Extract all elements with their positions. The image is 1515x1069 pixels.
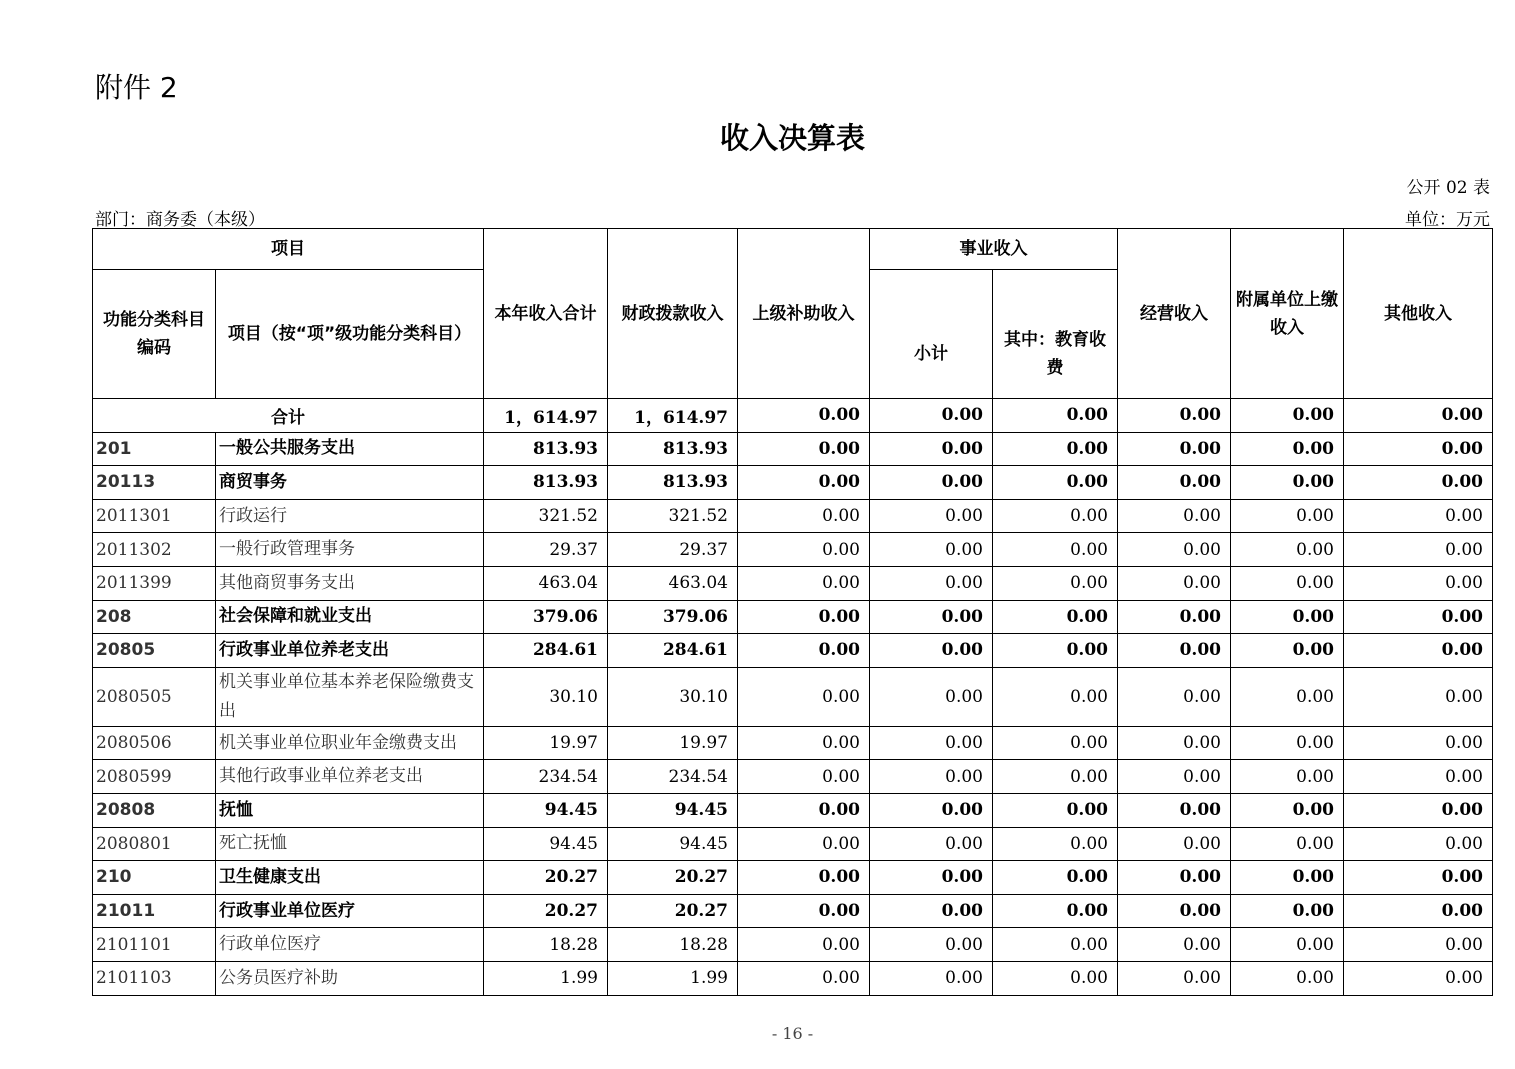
row-value: 0.00	[738, 466, 870, 500]
header-name: 项目（按“项”级功能分类科目）	[216, 270, 484, 399]
department-label: 部门：商务委（本级）	[95, 210, 265, 230]
row-value: 0.00	[738, 566, 870, 600]
row-value: 0.00	[1344, 760, 1493, 794]
row-value: 0.00	[738, 726, 870, 760]
total-cell: 0.00	[1231, 399, 1344, 433]
row-value: 813.93	[608, 432, 738, 466]
table-row	[93, 894, 1493, 928]
row-name: 行政单位医疗	[216, 928, 484, 962]
row-value: 0.00	[1344, 961, 1493, 995]
row-value: 0.00	[1118, 600, 1231, 634]
row-value: 0.00	[738, 499, 870, 533]
row-code: 2080801	[93, 827, 216, 861]
row-value: 0.00	[1118, 432, 1231, 466]
row-value: 0.00	[993, 827, 1118, 861]
row-value: 463.04	[608, 566, 738, 600]
row-value: 30.10	[608, 667, 738, 726]
header-code: 功能分类科目编码	[93, 270, 216, 399]
row-value: 0.00	[993, 533, 1118, 567]
table-row	[93, 432, 1493, 466]
row-value: 0.00	[1118, 793, 1231, 827]
row-name: 机关事业单位职业年金缴费支出	[216, 726, 484, 760]
row-value: 0.00	[870, 533, 993, 567]
row-value: 19.97	[484, 726, 608, 760]
row-value: 1.99	[608, 961, 738, 995]
row-value: 0.00	[870, 432, 993, 466]
row-value: 0.00	[738, 634, 870, 668]
table-row	[93, 760, 1493, 794]
row-value: 813.93	[608, 466, 738, 500]
row-value: 0.00	[1118, 928, 1231, 962]
table-row	[93, 961, 1493, 995]
row-code: 2080599	[93, 760, 216, 794]
row-value: 0.00	[1231, 566, 1344, 600]
total-cell: 0.00	[993, 399, 1118, 433]
row-value: 20.27	[608, 861, 738, 895]
row-value: 0.00	[1344, 861, 1493, 895]
row-value: 29.37	[608, 533, 738, 567]
total-cell: 0.00	[870, 399, 993, 433]
row-value: 0.00	[1118, 894, 1231, 928]
row-value: 0.00	[1118, 760, 1231, 794]
row-value: 0.00	[870, 861, 993, 895]
row-name: 死亡抚恤	[216, 827, 484, 861]
row-code: 2080505	[93, 667, 216, 726]
header-fiscal: 财政拨款收入	[608, 229, 738, 399]
row-value: 0.00	[1344, 928, 1493, 962]
row-value: 379.06	[484, 600, 608, 634]
row-value: 0.00	[870, 466, 993, 500]
total-cell: 0.00	[738, 399, 870, 433]
form-number: 公开 02 表	[1406, 178, 1490, 198]
row-name: 一般行政管理事务	[216, 533, 484, 567]
row-value: 0.00	[993, 928, 1118, 962]
row-value: 0.00	[870, 634, 993, 668]
row-value: 0.00	[1344, 533, 1493, 567]
row-value: 0.00	[1344, 667, 1493, 726]
page-number: - 16 -	[771, 1024, 814, 1043]
row-value: 20.27	[608, 894, 738, 928]
row-code: 208	[93, 600, 216, 634]
row-value: 0.00	[870, 667, 993, 726]
row-code: 2011302	[93, 533, 216, 567]
table-row	[93, 726, 1493, 760]
header-superior: 上级补助收入	[738, 229, 870, 399]
row-value: 321.52	[608, 499, 738, 533]
row-value: 0.00	[1231, 600, 1344, 634]
row-value: 0.00	[993, 894, 1118, 928]
row-value: 19.97	[608, 726, 738, 760]
row-name: 卫生健康支出	[216, 861, 484, 895]
row-value: 29.37	[484, 533, 608, 567]
row-value: 0.00	[738, 861, 870, 895]
row-value: 284.61	[608, 634, 738, 668]
row-value: 94.45	[484, 793, 608, 827]
row-value: 0.00	[1231, 726, 1344, 760]
row-name: 一般公共服务支出	[216, 432, 484, 466]
row-value: 321.52	[484, 499, 608, 533]
row-value: 0.00	[1344, 566, 1493, 600]
header-business: 经营收入	[1118, 229, 1231, 399]
row-value: 18.28	[608, 928, 738, 962]
row-code: 20113	[93, 466, 216, 500]
row-value: 463.04	[484, 566, 608, 600]
row-value: 94.45	[608, 827, 738, 861]
row-value: 0.00	[993, 499, 1118, 533]
row-value: 94.45	[484, 827, 608, 861]
row-value: 0.00	[1118, 634, 1231, 668]
row-value: 0.00	[870, 566, 993, 600]
table-total-row	[93, 399, 1493, 433]
row-value: 20.27	[484, 894, 608, 928]
row-value: 0.00	[738, 961, 870, 995]
row-value: 234.54	[484, 760, 608, 794]
header-edu: 其中：教育收费	[993, 270, 1118, 399]
header-project: 项目	[93, 229, 484, 270]
row-value: 0.00	[738, 827, 870, 861]
row-value: 0.00	[1344, 793, 1493, 827]
row-value: 0.00	[1231, 793, 1344, 827]
header-subtotal: 小计	[870, 270, 993, 399]
row-value: 0.00	[1118, 566, 1231, 600]
row-value: 0.00	[1231, 861, 1344, 895]
total-cell: 0.00	[1344, 399, 1493, 433]
row-name: 公务员医疗补助	[216, 961, 484, 995]
row-value: 0.00	[738, 432, 870, 466]
row-value: 0.00	[870, 894, 993, 928]
row-value: 0.00	[1118, 827, 1231, 861]
row-value: 0.00	[993, 961, 1118, 995]
row-value: 0.00	[993, 760, 1118, 794]
row-value: 0.00	[1118, 726, 1231, 760]
row-value: 0.00	[1118, 861, 1231, 895]
row-value: 0.00	[870, 760, 993, 794]
row-value: 0.00	[1344, 726, 1493, 760]
row-value: 0.00	[1344, 827, 1493, 861]
page-title: 收入决算表	[719, 121, 865, 155]
row-name: 其他商贸事务支出	[216, 566, 484, 600]
row-value: 0.00	[1118, 466, 1231, 500]
row-code: 2101101	[93, 928, 216, 962]
row-value: 0.00	[993, 861, 1118, 895]
row-value: 0.00	[1231, 928, 1344, 962]
row-value: 0.00	[1344, 499, 1493, 533]
table-row	[93, 499, 1493, 533]
row-value: 0.00	[870, 499, 993, 533]
row-code: 2080506	[93, 726, 216, 760]
row-value: 0.00	[738, 760, 870, 794]
row-value: 1.99	[484, 961, 608, 995]
table-row	[93, 566, 1493, 600]
row-value: 813.93	[484, 432, 608, 466]
row-code: 210	[93, 861, 216, 895]
total-label: 合计	[93, 399, 484, 433]
header-other: 其他收入	[1344, 229, 1493, 399]
table-row	[93, 827, 1493, 861]
row-code: 201	[93, 432, 216, 466]
table-row	[93, 793, 1493, 827]
table-row	[93, 600, 1493, 634]
row-value: 0.00	[1231, 894, 1344, 928]
row-value: 813.93	[484, 466, 608, 500]
row-value: 0.00	[738, 600, 870, 634]
row-value: 0.00	[738, 894, 870, 928]
row-name: 抚恤	[216, 793, 484, 827]
table-row	[93, 928, 1493, 962]
row-value: 0.00	[1231, 634, 1344, 668]
row-value: 0.00	[870, 928, 993, 962]
table-row	[93, 634, 1493, 668]
row-value: 20.27	[484, 861, 608, 895]
income-table	[92, 228, 1493, 996]
row-value: 94.45	[608, 793, 738, 827]
row-value: 0.00	[870, 726, 993, 760]
total-cell: 0.00	[1118, 399, 1231, 433]
row-value: 0.00	[1118, 961, 1231, 995]
row-value: 0.00	[1118, 533, 1231, 567]
row-name: 商贸事务	[216, 466, 484, 500]
row-value: 0.00	[1344, 600, 1493, 634]
table-row	[93, 533, 1493, 567]
row-value: 0.00	[993, 466, 1118, 500]
unit-label: 单位：万元	[1405, 210, 1490, 230]
row-value: 284.61	[484, 634, 608, 668]
row-value: 0.00	[738, 667, 870, 726]
row-value: 379.06	[608, 600, 738, 634]
attachment-label: 附件 2	[95, 71, 178, 104]
row-value: 0.00	[1344, 634, 1493, 668]
row-code: 20805	[93, 634, 216, 668]
row-code: 2011399	[93, 566, 216, 600]
row-code: 2011301	[93, 499, 216, 533]
row-name: 行政事业单位医疗	[216, 894, 484, 928]
row-value: 0.00	[993, 634, 1118, 668]
row-value: 0.00	[1344, 894, 1493, 928]
row-value: 0.00	[870, 961, 993, 995]
table-row	[93, 667, 1493, 726]
row-value: 0.00	[738, 793, 870, 827]
row-value: 0.00	[1231, 667, 1344, 726]
header-total: 本年收入合计	[484, 229, 608, 399]
row-value: 18.28	[484, 928, 608, 962]
row-code: 21011	[93, 894, 216, 928]
row-value: 0.00	[1231, 499, 1344, 533]
row-value: 0.00	[1231, 961, 1344, 995]
row-value: 234.54	[608, 760, 738, 794]
row-value: 30.10	[484, 667, 608, 726]
row-value: 0.00	[1231, 466, 1344, 500]
row-name: 机关事业单位基本养老保险缴费支出	[216, 667, 484, 726]
table-row	[93, 861, 1493, 895]
row-value: 0.00	[738, 928, 870, 962]
row-value: 0.00	[1344, 466, 1493, 500]
row-name: 行政运行	[216, 499, 484, 533]
row-name: 行政事业单位养老支出	[216, 634, 484, 668]
row-value: 0.00	[1231, 827, 1344, 861]
row-value: 0.00	[1231, 533, 1344, 567]
row-value: 0.00	[870, 793, 993, 827]
row-value: 0.00	[993, 566, 1118, 600]
row-value: 0.00	[870, 600, 993, 634]
total-cell: 1，614.97	[608, 399, 738, 433]
row-value: 0.00	[1344, 432, 1493, 466]
header-affiliate: 附属单位上缴收入	[1231, 229, 1344, 399]
row-value: 0.00	[1231, 760, 1344, 794]
row-value: 0.00	[993, 667, 1118, 726]
row-value: 0.00	[993, 600, 1118, 634]
total-cell: 1，614.97	[484, 399, 608, 433]
header-career: 事业收入	[870, 229, 1118, 270]
row-value: 0.00	[1118, 499, 1231, 533]
row-value: 0.00	[1231, 432, 1344, 466]
row-code: 20808	[93, 793, 216, 827]
row-code: 2101103	[93, 961, 216, 995]
row-value: 0.00	[870, 827, 993, 861]
row-name: 其他行政事业单位养老支出	[216, 760, 484, 794]
row-value: 0.00	[993, 793, 1118, 827]
row-name: 社会保障和就业支出	[216, 600, 484, 634]
row-value: 0.00	[738, 533, 870, 567]
row-value: 0.00	[993, 432, 1118, 466]
row-value: 0.00	[993, 726, 1118, 760]
row-value: 0.00	[1118, 667, 1231, 726]
table-row	[93, 466, 1493, 500]
